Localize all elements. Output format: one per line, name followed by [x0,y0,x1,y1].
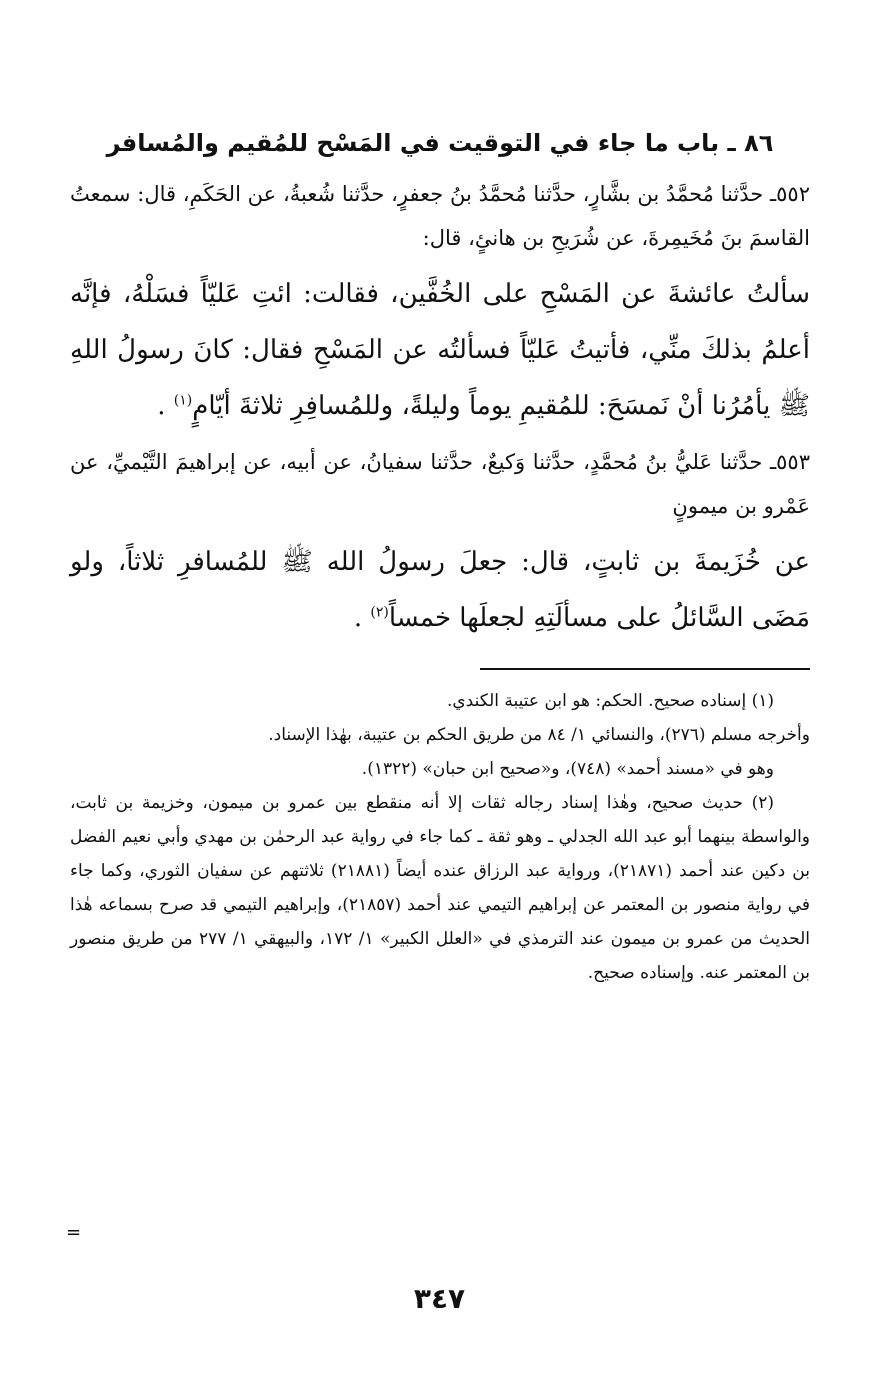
hadith-553-text: عن خُزَيمةَ بن ثابتٍ، قال: جعلَ رسولُ الله ﷺ للمُسافرِ ثلاثاً، ولو مَضَى السَّائلُ على مسألَتِهِ لجعلَها خمساً [70,547,810,633]
hadith-552-end: . [157,391,174,421]
footnote-ref-1: (١) [173,392,193,409]
footnote-1-sources: وأخرجه مسلم (٢٧٦)، والنسائي ١/ ٨٤ من طريق الحكم بن عتيبة، بهٰذا الإسناد. [268,725,810,745]
hadith-552-isnad: ٥٥٢ـ حدَّثنا مُحمَّدُ بن بشَّارٍ، حدَّثنا مُحمَّدُ بنُ جعفرٍ، حدَّثنا شُعبةُ، عن الحَكَمِ، قال: سمعتُ القاسمَ بنَ مُخَيمِرةَ، عن شُرَيحِ بن هانئٍ، قال: [70,182,810,250]
footnote-1-refs: وهو في «مسند أحمد» (٧٤٨)، و«صحيح ابن حبان» (١٣٢٢). [361,759,774,779]
hadith-552-text: سألتُ عائشةَ عن المَسْحِ على الخُفَّين، فقالت: ائتِ عَليّاً فسَلْهُ، فإنَّه أعلمُ بذلكَ منِّي، فأتيتُ عَليّاً فسألتُه عن المَسْحِ فقال: كانَ رسولُ اللهِ ﷺ يأمُرُنا أنْ نَمسَحَ: للمُقيمِ يوماً وليلةً، وللمُسافِرِ ثلاثةَ أيّامٍ [70,279,810,421]
footnote-2: (٢) حديث صحيح، وهٰذا إسناد رجاله ثقات إلا أنه منقطع بين عمرو بن ميمون، وخزيمة بن ثابت، والواسطة بينهما أبو عبد الله الجدلي ـ وهو ثقة ـ كما جاء في رواية عبد الرحمٰن بن مهدي وأبي نعيم الفضل بن دكين عند أحمد (٢١٨٧١)، ورواية عبد الرزاق عنده أيضاً (٢١٨٨١) ثلاثتهم عن سفيان الثوري، وكما جاء في رواية منصور بن المعتمر عن إبراهيم التيمي عند أحمد (٢١٨٥٧)، وإبراهيم التيمي قد صرح بسماعه هٰذا الحديث من عمرو بن ميمون عند الترمذي في «العلل الكبير» ١/ ١٧٢، والبيهقي ١/ ٢٧٧ من طريق منصور بن المعتمر عنه. وإسناده صحيح. [70,793,810,983]
footnote-ref-2: (٢) [370,604,389,621]
hadith-553-end: . [353,603,371,633]
hadith-552-matn [70,266,810,434]
footnote-divider [480,668,810,670]
page-number: ٣٤٧ [413,1282,466,1315]
chapter-title: ٨٦ ـ باب ما جاء في التوقيت في المَسْح للمُقيم والمُسافر [106,129,774,157]
hadith-553-matn [70,534,810,646]
footnote-1: (١) إسناده صحيح. الحكم: هو ابن عتيبة الكندي. [446,691,774,711]
book-page [70,118,810,990]
hadith-553-isnad: ٥٥٣ـ حدَّثنا عَليُّ بنُ مُحمَّدٍ، حدَّثنا وَكيعٌ، حدَّثنا سفيانُ، عن أبيه، عن إبراهيمَ التَّيْميِّ، عن عَمْرو بن ميمونٍ [70,450,810,518]
continuation-mark: = [66,1222,82,1243]
